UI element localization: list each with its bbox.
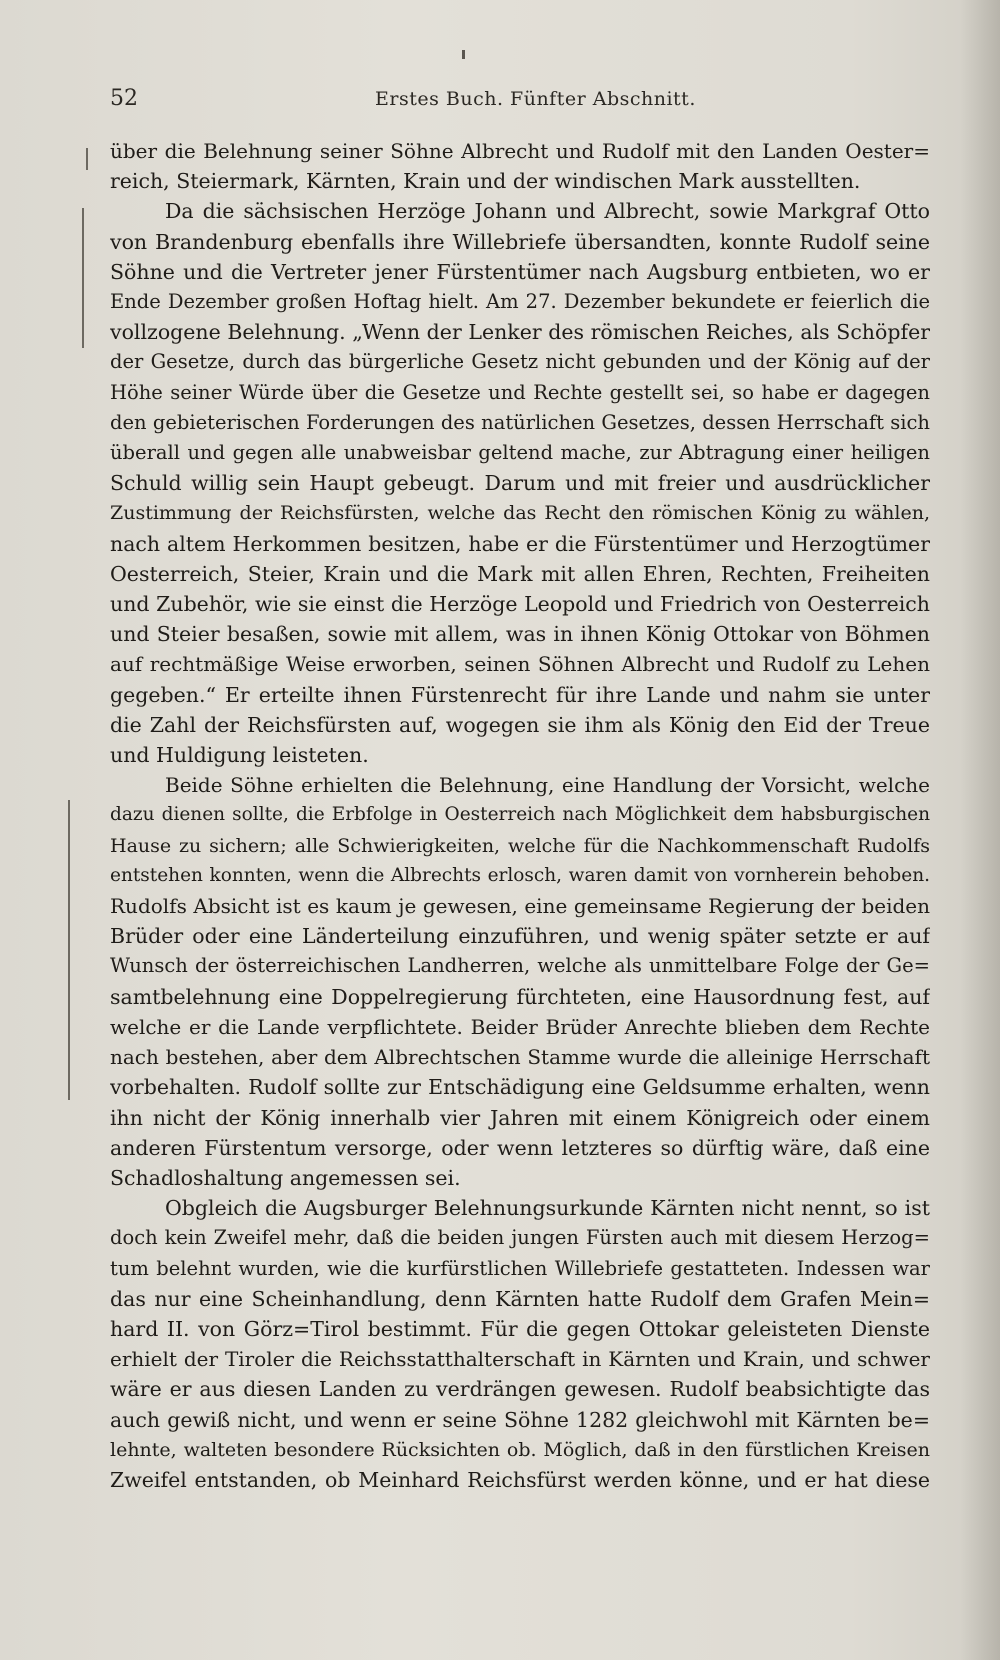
text-line: erhielt der Tiroler die Reichsstatthalterschaft in Kärnten und Krain, und schwer xyxy=(110,1347,930,1372)
text-line: gegeben.“ Er erteilte ihnen Fürstenrecht für ihre Lande und nahm sie unter xyxy=(110,682,930,707)
text-line: samtbelehnung eine Doppelregierung fürchteten, eine Hausordnung fest, auf xyxy=(110,984,930,1009)
text-line: Obgleich die Augsburger Belehnungsurkunde Kärnten nicht nennt, so ist xyxy=(165,1196,930,1221)
text-line: Da die sächsischen Herzöge Johann und Albrecht, sowie Markgraf Otto xyxy=(165,199,930,224)
text-line: über die Belehnung seiner Söhne Albrecht und Rudolf mit den Landen Oester= xyxy=(110,139,930,163)
text-line: nach bestehen, aber dem Albrechtschen Stamme wurde die alleinige Herrschaft xyxy=(110,1045,930,1070)
text-line: das nur eine Scheinhandlung, denn Kärnten hatte Rudolf dem Grafen Mein= xyxy=(110,1286,930,1311)
running-head: Erstes Buch. Fünfter Abschnitt. xyxy=(375,88,696,110)
text-line: Zustimmung der Reichsfürsten, welche das Recht den römischen König zu wählen, xyxy=(110,502,930,525)
text-line: die Zahl der Reichsfürsten auf, wogegen sie ihm als König den Eid der Treue xyxy=(110,712,930,737)
text-line: Schadloshaltung angemessen sei. xyxy=(110,1165,461,1190)
text-line: Brüder oder eine Länderteilung einzuführen, und wenig später setzte er auf xyxy=(110,924,930,949)
text-line: Oesterreich, Steier, Krain und die Mark mit allen Ehren, Rechten, Freiheiten xyxy=(110,561,930,586)
text-line: Ende Dezember großen Hoftag hielt. Am 27. Dezember bekundete er feierlich die xyxy=(110,290,930,314)
text-line: Hause zu sichern; alle Schwierigkeiten, welche für die Nachkommenschaft Rudolfs xyxy=(110,834,930,857)
text-line: der Gesetze, durch das bürgerliche Gesetz nicht gebunden und der König auf der xyxy=(110,350,930,374)
text-line: tum belehnt wurden, wie die kurfürstlichen Willebriefe gestatteten. Indessen war xyxy=(110,1256,930,1280)
smudge xyxy=(462,50,465,59)
text-line: und Zubehör, wie sie einst die Herzöge Leopold und Friedrich von Oesterreich xyxy=(110,592,930,617)
text-line: und Huldigung leisteten. xyxy=(110,743,369,768)
text-line: lehnte, walteten besondere Rücksichten ob. Möglich, daß in den fürstlichen Kreisen xyxy=(110,1438,930,1461)
text-line: und Steier besaßen, sowie mit allem, was in ihnen König Ottokar von Böhmen xyxy=(110,622,930,647)
text-line: doch kein Zweifel mehr, daß die beiden jungen Fürsten auch mit diesem Herzog= xyxy=(110,1226,930,1250)
text-line: hard II. von Görz=Tirol bestimmt. Für die gegen Ottokar geleisteten Dienste xyxy=(110,1316,930,1341)
text-line: Zweifel entstanden, ob Meinhard Reichsfürst werden könne, und er hat diese xyxy=(110,1467,930,1492)
text-line: anderen Fürstentum versorge, oder wenn letzteres so dürftig wäre, daß eine xyxy=(110,1135,930,1160)
text-line: Söhne und die Vertreter jener Fürstentümer nach Augsburg entbieten, wo er xyxy=(110,259,930,284)
margin-mark xyxy=(68,800,70,1100)
margin-mark xyxy=(82,208,84,348)
margin-mark xyxy=(86,148,88,170)
page-number: 52 xyxy=(110,86,138,111)
page-header xyxy=(110,86,930,120)
text-line: reich, Steiermark, Kärnten, Krain und der windischen Mark ausstellten. xyxy=(110,169,861,194)
text-line: vollzogene Belehnung. „Wenn der Lenker des römischen Reiches, als Schöpfer xyxy=(110,320,930,345)
text-line: auf rechtmäßige Weise erworben, seinen Söhnen Albrecht und Rudolf zu Lehen xyxy=(110,652,930,677)
page-edge-shadow xyxy=(960,0,1000,1660)
text-line: den gebieterischen Forderungen des natürlichen Gesetzes, dessen Herrschaft sich xyxy=(110,410,930,434)
text-line: Schuld willig sein Haupt gebeugt. Darum und mit freier und ausdrücklicher xyxy=(110,471,930,496)
text-line: Wunsch der österreichischen Landherren, welche als unmittelbare Folge der Ge= xyxy=(110,954,930,978)
text-line: auch gewiß nicht, und wenn er seine Söhne 1282 gleichwohl mit Kärnten be= xyxy=(110,1407,930,1432)
text-line: Höhe seiner Würde über die Gesetze und Rechte gestellt sei, so habe er dagegen xyxy=(110,380,930,404)
text-line: wäre er aus diesen Landen zu verdrängen gewesen. Rudolf beabsichtigte das xyxy=(110,1377,930,1402)
text-line: ihn nicht der König innerhalb vier Jahren mit einem Königreich oder einem xyxy=(110,1105,930,1130)
text-line: entstehen konnten, wenn die Albrechts erlosch, waren damit von vornherein behoben. xyxy=(110,864,930,886)
text-line: vorbehalten. Rudolf sollte zur Entschädigung eine Geldsumme erhalten, wenn xyxy=(110,1075,930,1100)
body-text xyxy=(110,136,930,1495)
text-line: dazu dienen sollte, die Erbfolge in Oesterreich nach Möglichkeit dem habsburgischen xyxy=(110,804,930,826)
text-line: überall und gegen alle unabweisbar geltend mache, zur Abtragung einer heiligen xyxy=(110,441,930,465)
text-line: welche er die Lande verpflichtete. Beider Brüder Anrechte blieben dem Rechte xyxy=(110,1014,930,1039)
text-line: von Brandenburg ebenfalls ihre Willebriefe übersandten, konnte Rudolf seine xyxy=(110,229,930,254)
text-line: Beide Söhne erhielten die Belehnung, eine Handlung der Vorsicht, welche xyxy=(165,773,930,798)
text-line: Rudolfs Absicht ist es kaum je gewesen, eine gemeinsame Regierung der beiden xyxy=(110,894,930,919)
text-line: nach altem Herkommen besitzen, habe er die Fürstentümer und Herzogtümer xyxy=(110,531,930,556)
